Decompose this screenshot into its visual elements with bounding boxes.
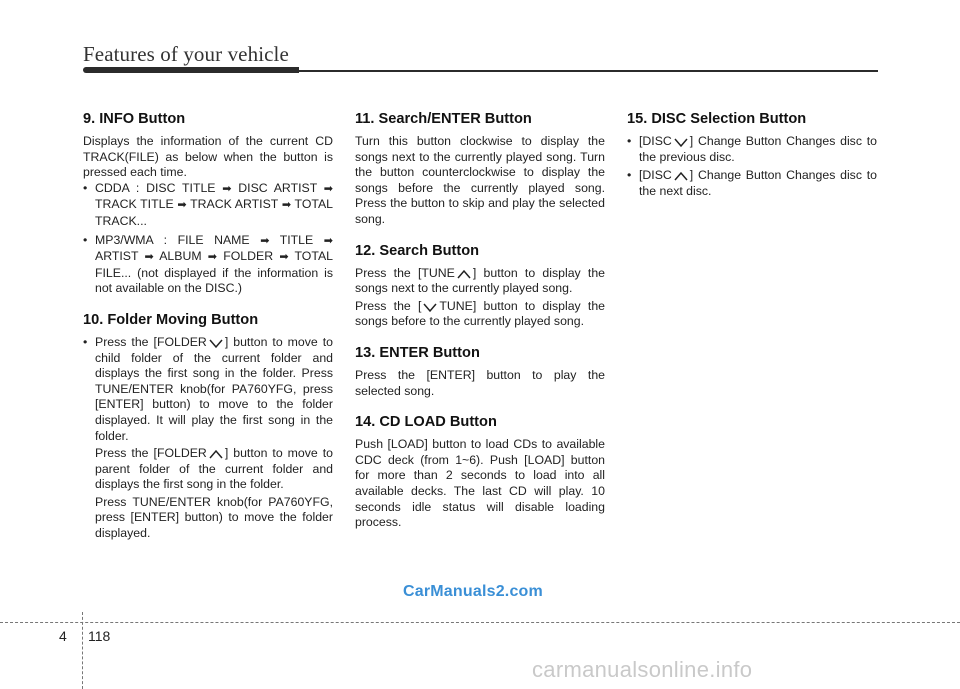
section-13-heading: 13. ENTER Button: [355, 344, 480, 361]
cdda-step-5: TOTAL TRACK...: [95, 197, 334, 228]
carmanuals2-watermark[interactable]: CarManuals2.com: [403, 583, 543, 600]
disc-prev-post: ] Change Button Changes disc to the previous disc.: [639, 134, 877, 164]
folder-up-paragraph: [83, 446, 333, 493]
header-rule-thick: [83, 67, 299, 73]
column-2: [355, 110, 605, 531]
chevron-up-icon: [456, 268, 472, 280]
carmanualsonline-watermark[interactable]: carmanualsonline.info: [532, 657, 753, 682]
disc-next-item: [627, 168, 877, 199]
mp3-step-2: TITLE: [279, 232, 314, 247]
footer-dashed-rule: [0, 622, 960, 623]
mp3-step-5: FOLDER: [223, 249, 274, 264]
right-arrow-icon: ➡: [260, 234, 270, 247]
mp3-step-1: MP3/WMA : FILE NAME: [95, 232, 250, 247]
tune-down-pre: Press the [: [355, 298, 422, 313]
bullet-icon: •: [83, 180, 88, 195]
bullet-icon: •: [627, 134, 632, 148]
footer-dashed-divider: [82, 612, 83, 689]
right-arrow-icon: ➡: [281, 199, 292, 212]
cdda-info-item: [83, 181, 333, 230]
section-11-text: Turn this button clockwise to display the songs next to the currently played song. Turn the button counterclockwise to display the songs before the currently played song. Press the button to skip and play the selected song.: [355, 134, 605, 226]
section-9-intro: Displays the information of the current CD TRACK(FILE) as below when the button is pressed each time.: [83, 134, 333, 180]
section-12-heading: 12. Search Button: [355, 242, 480, 259]
column-1: [83, 110, 333, 542]
chevron-up-icon: [673, 170, 689, 182]
folder-enter-paragraph: Press TUNE/ENTER knob(for PA760YFG, press [ENTER] button) to move the folder displayed.: [95, 494, 333, 541]
bullet-icon: •: [83, 232, 88, 247]
disc-next-post: ] Change Button Changes disc to the next disc.: [639, 168, 877, 198]
section-13-text: Press the [ENTER] button to play the selected song.: [355, 367, 605, 398]
section-9-list: [83, 181, 333, 297]
chevron-down-icon: [422, 301, 438, 313]
mp3-info-item: [83, 233, 333, 297]
disc-prev-pre: [DISC: [639, 134, 672, 148]
cdda-step-4: TRACK ARTIST: [190, 197, 279, 212]
cdda-step-3: TRACK TITLE: [95, 197, 174, 212]
right-arrow-icon: ➡: [144, 251, 154, 264]
section-15-heading: 15. DISC Selection Button: [627, 111, 807, 127]
right-arrow-icon: ➡: [177, 199, 187, 212]
section-9-heading: 9. INFO Button: [83, 111, 186, 127]
folder-up-pre: Press the [FOLDER: [95, 446, 207, 461]
page-section-number: 4: [59, 628, 67, 644]
cdda-step-1: CDDA : DISC TITLE: [95, 180, 216, 195]
tune-up-pre: Press the [TUNE: [355, 265, 455, 280]
column-3: [627, 110, 877, 199]
bullet-icon: •: [83, 334, 88, 349]
chevron-up-icon: [208, 448, 224, 460]
section-14-text: Push [LOAD] button to load CDs to available CDC deck (from 1~6). Push [LOAD] button for more than 2 seconds to load into all available decks. The last CD will play. 10 seconds idle status will disable loading process.: [355, 437, 605, 530]
section-11-heading: 11. Search/ENTER Button: [355, 111, 532, 127]
folder-up-post: ] button to move to parent folder of the current folder and displays the first song in the folder.: [95, 446, 334, 492]
bullet-icon: •: [627, 168, 632, 183]
tune-down-post: TUNE] button to display the songs before to the currently played song.: [355, 298, 606, 329]
section-10-heading: 10. Folder Moving Button: [83, 311, 259, 328]
folder-down-pre: Press the [FOLDER: [95, 334, 207, 349]
right-arrow-icon: ➡: [323, 234, 333, 247]
header-rule-thin: [296, 70, 878, 72]
tune-up-paragraph: [355, 266, 605, 297]
page-number: 118: [88, 628, 111, 644]
chevron-down-icon: [208, 337, 224, 349]
folder-down-post: ] button to move to child folder of the current folder and displays the first song in the folder. Press TUNE/ENTER knob(for PA760YFG, press [ENTER] button) to move to the folder displayed. It will play the first song in the folder.: [95, 334, 334, 443]
mp3-step-6: TOTAL FILE... (not displayed if the information is not available on the DISC.): [95, 249, 334, 296]
tune-down-paragraph: [355, 299, 605, 330]
cdda-step-2: DISC ARTIST: [238, 180, 318, 195]
mp3-step-4: ALBUM: [159, 249, 202, 264]
right-arrow-icon: ➡: [207, 251, 218, 264]
disc-next-pre: [DISC: [639, 168, 672, 183]
tune-up-post: ] button to display the songs next to the currently played song.: [355, 265, 605, 296]
mp3-step-3: ARTIST: [95, 249, 139, 264]
folder-down-item: [83, 335, 333, 444]
right-arrow-icon: ➡: [279, 251, 289, 264]
chevron-down-icon: [673, 136, 689, 148]
section-14-heading: 14. CD LOAD Button: [355, 414, 497, 431]
disc-prev-item: [627, 134, 877, 165]
right-arrow-icon: ➡: [323, 182, 333, 195]
page-header-title: Features of your vehicle: [83, 42, 289, 66]
right-arrow-icon: ➡: [222, 182, 232, 195]
